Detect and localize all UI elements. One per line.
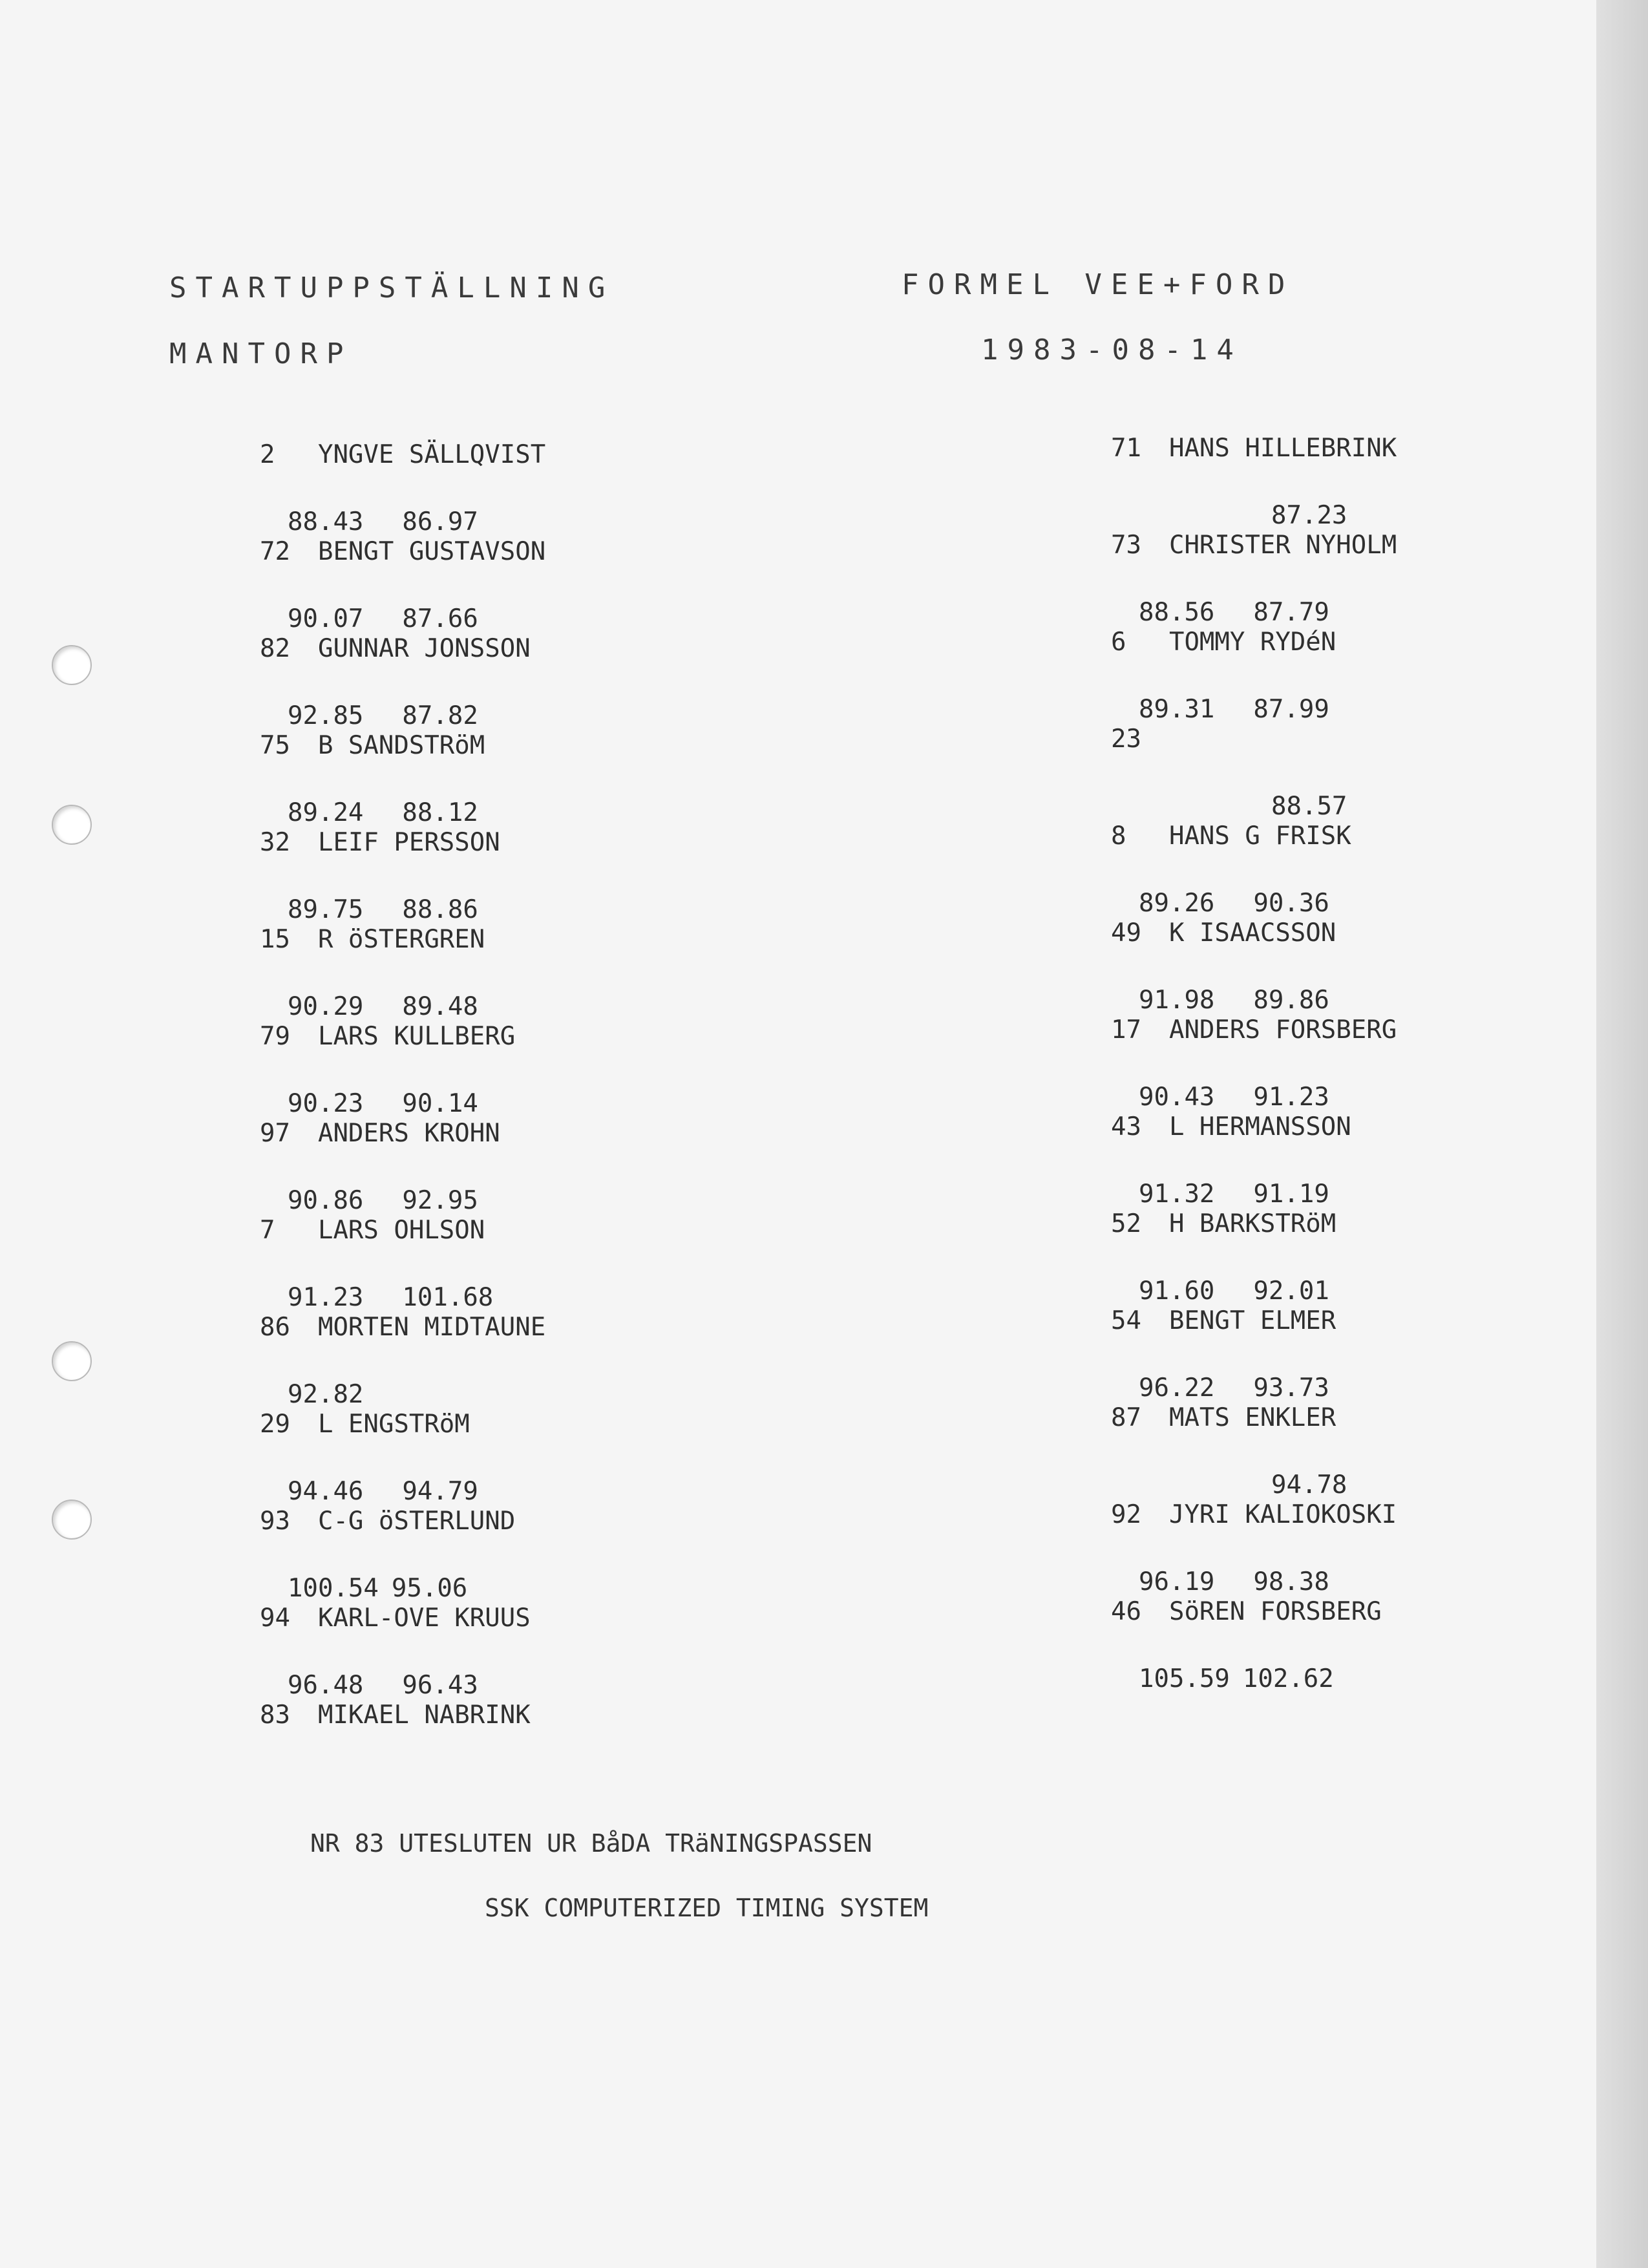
lap-time-2: 94.78	[1271, 1470, 1347, 1500]
driver-name: CHRISTER NYHOLM	[1168, 531, 1397, 560]
driver-name: L HERMANSSON	[1168, 1112, 1351, 1141]
lap-time-1: 88.43	[288, 507, 364, 536]
car-number: 83	[259, 1701, 290, 1730]
car-number: 94	[259, 1604, 290, 1633]
lap-time-2: 93.73	[1253, 1373, 1329, 1403]
driver-name: H BARKSTRöM	[1168, 1209, 1336, 1238]
lap-time-1: 90.43	[1139, 1083, 1215, 1112]
lap-time-1: 96.22	[1139, 1373, 1215, 1403]
lap-time-2: 98.38	[1253, 1567, 1329, 1596]
lap-time-1: 89.24	[288, 798, 364, 827]
punch-hole	[52, 805, 92, 845]
car-number: 15	[259, 925, 290, 954]
timing-system-credit: SSK COMPUTERIZED TIMING SYSTEM	[485, 1894, 929, 1922]
page-edge	[1596, 0, 1648, 2268]
car-number: 73	[1110, 531, 1141, 560]
lap-time-1: 91.32	[1139, 1180, 1215, 1209]
car-number: 54	[1110, 1306, 1141, 1335]
driver-name: LARS KULLBERG	[317, 1022, 516, 1051]
driver-entry	[1081, 1562, 1382, 1730]
car-number: 2	[259, 440, 275, 469]
driver-name: KARL-OVE KRUUS	[317, 1604, 531, 1633]
lap-time-2: 91.23	[1253, 1083, 1329, 1112]
driver-name: HANS G FRISK	[1168, 821, 1351, 851]
lap-time-2: 87.99	[1253, 695, 1329, 724]
punch-hole	[52, 1341, 92, 1381]
lap-time-1: 100.54	[288, 1574, 379, 1603]
lap-time-2: 88.86	[402, 895, 478, 924]
lap-time-2: 88.12	[402, 798, 478, 827]
lap-time-2: 92.01	[1253, 1277, 1329, 1306]
driver-name: BENGT ELMER	[1168, 1306, 1336, 1335]
car-number: 8	[1110, 821, 1126, 851]
lap-time-1: 91.60	[1139, 1277, 1215, 1306]
driver-name: LEIF PERSSON	[317, 828, 500, 857]
lap-time-2: 92.95	[402, 1186, 478, 1215]
exclusion-note: NR 83 UTESLUTEN UR BåDA TRäNINGSPASSEN	[310, 1829, 872, 1858]
driver-name: HANS HILLEBRINK	[1168, 434, 1397, 463]
driver-name: SöREN FORSBERG	[1168, 1597, 1382, 1626]
punch-hole	[52, 1500, 92, 1540]
lap-time-1: 92.85	[288, 701, 364, 730]
lap-time-1: 91.98	[1139, 986, 1215, 1015]
driver-name: K ISAACSSON	[1168, 918, 1336, 948]
lap-time-1: 89.31	[1139, 695, 1215, 724]
car-number: 32	[259, 828, 290, 857]
car-number: 87	[1110, 1403, 1141, 1432]
driver-name: LARS OHLSON	[317, 1216, 485, 1245]
punch-hole	[52, 645, 92, 685]
car-number: 29	[259, 1410, 290, 1439]
lap-time-1: 96.48	[288, 1671, 364, 1700]
car-number: 72	[259, 537, 290, 566]
lap-time-1: 90.29	[288, 992, 364, 1021]
lap-time-2: 96.43	[402, 1671, 478, 1700]
lap-time-2: 86.97	[402, 507, 478, 536]
car-number: 46	[1110, 1597, 1141, 1626]
lap-time-2: 95.06	[391, 1574, 468, 1603]
car-number: 7	[259, 1216, 275, 1245]
driver-name: ANDERS KROHN	[317, 1119, 500, 1148]
car-number: 75	[259, 731, 290, 760]
driver-name: JYRI KALIOKOSKI	[1168, 1500, 1397, 1529]
lap-time-1: 90.23	[288, 1089, 364, 1118]
lap-time-1: 105.59	[1139, 1664, 1230, 1693]
car-number: 92	[1110, 1500, 1141, 1529]
lap-time-2: 88.57	[1271, 792, 1347, 821]
lap-time-2: 102.62	[1242, 1664, 1334, 1693]
lap-time-2: 90.14	[402, 1089, 478, 1118]
driver-name: BENGT GUSTAVSON	[317, 537, 546, 566]
lap-time-1: 96.19	[1139, 1567, 1215, 1596]
lap-time-2: 87.79	[1253, 598, 1329, 627]
driver-name: B SANDSTRöM	[317, 731, 485, 760]
lap-time-1: 89.26	[1139, 889, 1215, 918]
lap-time-2: 91.19	[1253, 1180, 1329, 1209]
class-title: FORMEL VEE+FORD	[902, 268, 1294, 301]
driver-name: ANDERS FORSBERG	[1168, 1015, 1397, 1044]
car-number: 49	[1110, 918, 1141, 948]
car-number: 93	[259, 1507, 290, 1536]
driver-name: GUNNAR JONSSON	[317, 634, 531, 663]
driver-name: R öSTERGREN	[317, 925, 485, 954]
car-number: 23	[1110, 725, 1141, 754]
lap-time-1: 94.46	[288, 1477, 364, 1506]
lap-time-2: 87.66	[402, 604, 478, 633]
driver-name: MORTEN MIDTAUNE	[317, 1313, 546, 1342]
car-number: 17	[1110, 1015, 1141, 1044]
driver-name: C-G öSTERLUND	[317, 1507, 516, 1536]
lap-time-1: 90.07	[288, 604, 364, 633]
lap-time-2: 94.79	[402, 1477, 478, 1506]
lap-time-1: 91.23	[288, 1283, 364, 1312]
lap-time-1: 89.75	[288, 895, 364, 924]
car-number: 43	[1110, 1112, 1141, 1141]
lap-time-2: 90.36	[1253, 889, 1329, 918]
driver-name: MATS ENKLER	[1168, 1403, 1336, 1432]
document-title: STARTUPPSTÄLLNING	[169, 271, 615, 304]
lap-time-2: 87.82	[402, 701, 478, 730]
driver-name: TOMMY RYDéN	[1168, 628, 1336, 657]
car-number: 79	[259, 1022, 290, 1051]
lap-time-1: 92.82	[288, 1380, 364, 1409]
location: MANTORP	[169, 337, 353, 370]
lap-time-1: 88.56	[1139, 598, 1215, 627]
driver-name: MIKAEL NABRINK	[317, 1701, 531, 1730]
driver-entry	[229, 1665, 531, 1732]
event-date: 1983-08-14	[981, 334, 1243, 366]
lap-time-2: 89.48	[402, 992, 478, 1021]
driver-name: L ENGSTRöM	[317, 1410, 470, 1439]
car-number: 82	[259, 634, 290, 663]
lap-time-2: 89.86	[1253, 986, 1329, 1015]
car-number: 6	[1110, 628, 1126, 657]
lap-time-2: 87.23	[1271, 501, 1347, 530]
car-number: 97	[259, 1119, 290, 1148]
car-number: 71	[1110, 434, 1141, 463]
lap-time-2: 101.68	[402, 1283, 494, 1312]
lap-time-1: 90.86	[288, 1186, 364, 1215]
car-number: 52	[1110, 1209, 1141, 1238]
car-number: 86	[259, 1313, 290, 1342]
driver-name: YNGVE SÄLLQVIST	[317, 440, 546, 469]
